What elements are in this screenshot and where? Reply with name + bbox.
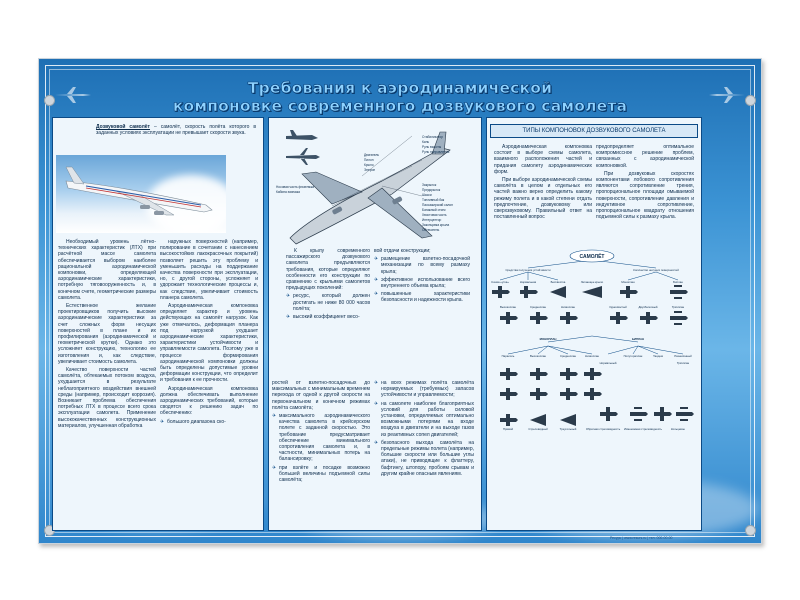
- scheme-node: Изменяемая стреловидность: [624, 427, 662, 431]
- diagram-label: Интерцептор: [422, 218, 442, 222]
- scheme-node: Тандем: [653, 354, 663, 358]
- scheme-node: БИПЛАН: [631, 337, 645, 341]
- definition-block: [96, 124, 256, 136]
- diagram-label: Предкрылок: [422, 188, 441, 192]
- aircraft-cutaway-diagram: [272, 126, 476, 248]
- title-line-1: Требования к аэродинамической: [247, 79, 553, 97]
- diagram-label: Закрылок: [422, 183, 437, 187]
- diagram-label: Хвостовая часть: [422, 213, 447, 217]
- left-column-1: [58, 239, 156, 431]
- scheme-root: САМОЛЁТ: [579, 254, 605, 260]
- bullet-item: ✈ ресурс, который должен достигать не ниже 80 000 часов полёта;: [286, 293, 370, 312]
- scheme-node: Однохвостый: [609, 305, 627, 309]
- scheme-node: Моноплан: [621, 280, 635, 284]
- paragraph: наружных поверхностей (например, полирование в сочетании с нанесением высокостойких лакокрасочных покрытий) позволяет решить эту проблему и уменьшить расходы на поддержание качества поверхности при эксплуатации, но, с другой стороны, усложняет и удорожает технологические процессы и, как следствие, увеличивает стоимость планера самолета.: [160, 239, 258, 301]
- airliner-illustration: [56, 155, 226, 233]
- diagram-label: Носовая часть фюзеляжа: [276, 185, 315, 189]
- paragraph: При выборе аэродинамической схемы самолёта в целом и отдельных его частей важно верно определить какому режиму полета и в какой степени отдать предпочтение, дозвуковому или сверхзвуковому. Правильный ответ на поставленный вопрос: [494, 177, 592, 221]
- mount-bolt: [745, 95, 756, 106]
- scheme-node: Разнесённый: [674, 354, 692, 358]
- paragraph: Необходимый уровень лётно-технических характеристик (ЛТХ) при расчётной массе самолета обеспечивается выбором наиболее рациональной аэродинамической компоновки, определяющей аэродинамические характеристики, потребную тяговооруженность и, в конечном счете, геометрические размеры самолета.: [58, 239, 156, 301]
- paragraph: вой отдачи конструкции;: [374, 248, 431, 254]
- middle-lower-left: [272, 380, 370, 485]
- definition-text: – самолёт, скорость полёта которого в заданных условиях эксплуатации не превышает скорости звука.: [96, 124, 256, 137]
- diagram-label: Законцовка крыла: [422, 223, 450, 227]
- diagram-label: Руль направления: [422, 150, 450, 154]
- scheme-node: Летающее крыло: [580, 280, 604, 284]
- scheme-node: Парасоль: [501, 354, 515, 358]
- scheme-node: Низкоплан: [585, 354, 599, 358]
- diagram-label: Двигатель: [364, 153, 380, 157]
- bullet-item: ✈ размещение взлетно-посадочной механизации по всему размаху крыла;: [374, 256, 470, 275]
- diagram-label: Кабина экипажа: [276, 190, 300, 194]
- scheme-node: Двухбалочный: [638, 305, 658, 309]
- diagram-label: Обтекатель: [422, 228, 440, 232]
- scheme-node: Трёхплан: [676, 361, 690, 365]
- diagram-label: Руль высоты: [422, 145, 442, 149]
- paragraph: Аэродинамическая компоновка определяет характер и уровень действующих на самолёт нагрузок. Как уже отмечалось, деформация планера под нагрузкой ухудшает аэродинамические характеристики, характеристики устойчивости и управляемости самолета. Поэтому уже в процессе формирования аэродинамической компоновки должны быть определены допустимые уровни деформации конструкции, что определит и требования к ее прочности.: [160, 303, 258, 384]
- footer-credits: Ресурс | www.resurs.ru | тел. 000-00-00: [610, 536, 673, 540]
- paragraph: При дозвуковых скоростях компонентами лобового сопротивления являются сопротивление трения, пропорциональное площади омываемой поверхности, сопротивление давления и индуктивное сопротивление, пропорциональное квадрату отношения подъемной силы к размаху крыла.: [596, 170, 694, 221]
- right-intro-left: [494, 144, 592, 222]
- mount-bolt: [44, 95, 55, 106]
- paragraph: ростей от взлетно-посадочных до максимальных с минимальным временем перехода от одной к другой скорости на первоначальном и конечном режимах полёта самолёта;: [272, 380, 370, 411]
- scheme-node: Среднеплан: [559, 354, 577, 358]
- layout-scheme-diagram: [488, 246, 696, 434]
- bullet-item: ✈ повышенные характеристики безопасности и надежности крыла.: [374, 291, 470, 303]
- paragraph: Аэродинамическая компоновка должна обеспечивать выполнение аэродинамических требований, которые сводятся к решению задач по обеспечению:: [160, 385, 258, 417]
- scheme-node: Высокоплан: [500, 305, 516, 309]
- middle-upper-right: [374, 248, 470, 306]
- scheme-node: МОНОПЛАН: [539, 337, 557, 341]
- scheme-node: Кольцевое: [671, 427, 685, 431]
- paragraph: Естественное желание проектировщиков получить высокие аэродинамические характеристики за счет сложных форм несущих поверхностей в плане и их профилирования (аэродинамической и геометрической крутки). Однако это усложняет конструкцию, технологию ее изготовления и, как следствие, увеличивает стоимость самолета.: [58, 303, 156, 365]
- diagram-label: Пассажирский салон: [422, 203, 453, 207]
- scheme-node: Прямой: [502, 427, 514, 431]
- airliner-photo: [56, 155, 226, 233]
- scheme-node: Обратная стреловидность: [585, 427, 621, 431]
- paragraph: Качество поверхности частей самолёта, обтекаемых потоком воздуха, ухудшается в результате неблагоприятного воздействия внешней среды (например, происходит коррозия). Возникает проблема обеспечения потребных ЛТХ в процессе всего срока эксплуатации самолета. Применение высококачественных конструкционных материалов, улучшенная обработка: [58, 367, 156, 429]
- diagram-label: Стабилизатор: [422, 135, 443, 139]
- scheme-node: Биплан: [673, 280, 683, 284]
- diagram-label: Багажный отсек: [422, 208, 446, 212]
- scheme-node: Полуторaплан: [623, 354, 643, 358]
- diagram-label: Элерон: [364, 168, 376, 172]
- scheme-branch: Средства получения устойчивости: [505, 268, 551, 272]
- layout-types-header: ТИПЫ КОМПОНОВОК ДОЗВУКОВОГО САМОЛЕТА: [490, 124, 698, 138]
- scheme-node: Среднеплан: [529, 305, 547, 309]
- mount-bolt: [745, 525, 756, 536]
- diagram-label: Топливный бак: [422, 198, 445, 202]
- scheme-node: Высокоплан: [530, 354, 546, 358]
- middle-upper-left: [286, 248, 370, 322]
- paragraph: К крылу современного пассажирского дозвукового самолета предъявляются требования, которые определяют особенности его конструкции по сравнению с крыльями самолетов предыдущих поколений:: [286, 248, 370, 292]
- bullet-item: ✈ на самолете наиболее благоприятных условий для работы силовой установки, определяемых оптимально возможными потерями на входе воздуха в двигатели и на выходе газов из реактивных сопел двигателей;: [374, 401, 474, 438]
- bullet-item: ✈ безопасного выхода самолёта на предельные режимы полета (например, большие скорости или большие углы атаки), не приводящие к флаттеру, бафтингу, штопору, пробоям срывам и другим крайне опасным явлениям.: [374, 440, 474, 477]
- bullet-item: ✈ максимального аэродинамического качества самолета в крейсерском полете с заданной скоростью. Это требование предусматривает обеспечение минимального сопротивления самолета и, в частности, минимальных потерь на балансировку;: [272, 413, 370, 463]
- diagram-label: Шасси: [422, 193, 432, 197]
- right-intro-right: [596, 144, 694, 222]
- bullet-item: ✈ большого диапазона ско-: [160, 419, 258, 425]
- left-column-2: [160, 239, 258, 427]
- scheme-node: Нормальная: [519, 280, 537, 284]
- diagram-label: Крыло: [364, 163, 374, 167]
- scheme-node: Треугольный: [559, 427, 577, 431]
- definition-term: Дозвуковой самолёт: [96, 124, 151, 130]
- diagram-label: Киль: [422, 140, 430, 144]
- scheme-branch: Количество несущих поверхностей: [633, 268, 679, 272]
- paragraph: предопределяет оптимальное компромиссное решение проблем, связанных с аэродинамической компоновкой.: [596, 144, 694, 169]
- poster-title: [39, 79, 761, 115]
- scheme-node: Схема «утка»: [491, 280, 509, 284]
- bullet-item: ✈ высокий коэффициент весо-: [286, 314, 370, 320]
- scheme-node: Нормальный: [599, 361, 617, 365]
- bullet-item: ✈ при взлёте и посадке возможно большей величины подъемной силы самолёта;: [272, 465, 370, 484]
- scheme-node: Трёхплан: [671, 305, 685, 309]
- middle-lower-right: [374, 380, 474, 479]
- scheme-node: Стреловидный: [528, 427, 548, 431]
- scheme-node: Низкоплан: [561, 305, 575, 309]
- paragraph: Аэродинамическая компоновка состоит в выборе схемы самолета, взаимного расположения частей и придания самолету аэродинамических форм.: [494, 144, 592, 175]
- scheme-node: Бесхвостка: [550, 280, 566, 284]
- bullet-item: ✈ на всех режимах полёта самолёта нормируемых (требуемых) запасов устойчивости и управляемости;: [374, 380, 474, 399]
- title-line-2: компоновке современного дозвукового самолета: [172, 97, 628, 115]
- bullet-item: ✈ эффективное использование всего внутреннего объема крыла;: [374, 277, 470, 289]
- diagram-label: Пилон: [364, 158, 374, 162]
